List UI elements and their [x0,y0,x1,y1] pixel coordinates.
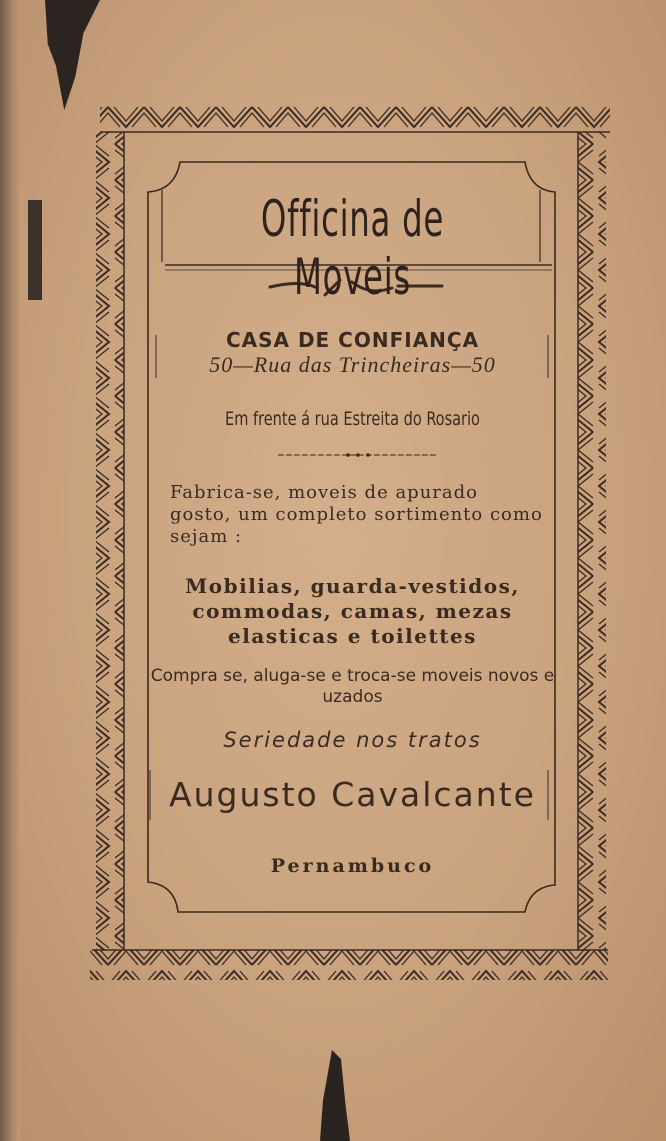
proprietor-name: Augusto Cavalcante [169,775,536,814]
motto: Seriedade nos tratos [223,728,482,752]
city-name: Pernambuco [270,855,435,877]
services-text: Compra se, aluga-se e troca-se moveis novos e uzados [150,666,555,707]
description-text: Fabrica-se, moveis de apurado gosto, um completo sortimento como sejam : [170,482,543,547]
address: 50—Rua das Trincheiras—50 [209,352,496,377]
products-list: Mobilias, guarda-vestidos, commodas, camas, mezas elasticas e toilettes [185,574,520,648]
shop-title: Officina de Moveis [260,190,445,306]
tagline: CASA DE CONFIANÇA [225,328,480,352]
location-note: Em frente á rua Estreita do Rosario [225,408,480,430]
advertisement-panel [150,160,555,910]
